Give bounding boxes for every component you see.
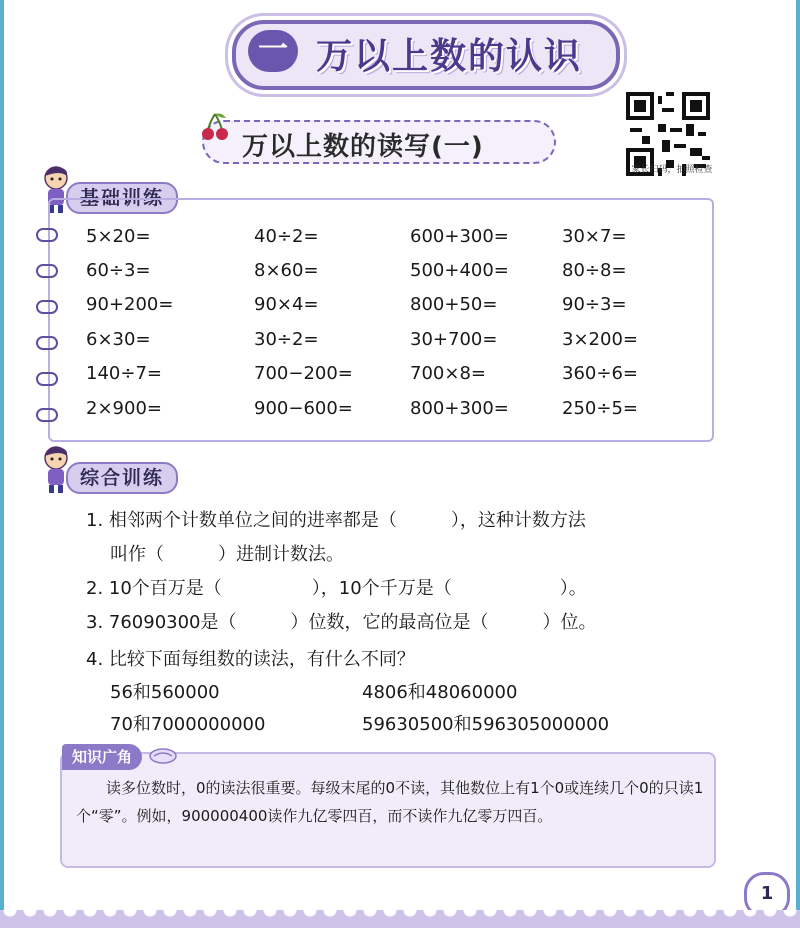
drill-item: 30×7= [562, 226, 627, 247]
chapter-number: 一 [248, 30, 298, 72]
drill-item: 800+300= [410, 398, 509, 419]
drill-item: 3×200= [562, 329, 638, 350]
page-number: 1 [744, 872, 790, 918]
page-frame-bottom [0, 910, 800, 928]
drill-item: 900−600= [254, 398, 353, 419]
compare-item: 4806和48060000 [362, 682, 518, 703]
binder-rings [36, 228, 60, 444]
drill-item: 40÷2= [254, 226, 319, 247]
lesson-title: 万以上数的读写(一) [242, 132, 484, 162]
book-icon [148, 746, 178, 766]
drill-item: 90÷3= [562, 294, 627, 315]
binder-ring [36, 372, 58, 386]
knowledge-tag: 知识广角 [62, 744, 142, 770]
binder-ring [36, 228, 58, 242]
drill-item: 30÷2= [254, 329, 319, 350]
binder-ring [36, 336, 58, 350]
chapter-title: 万以上数的认识 [316, 36, 583, 77]
knowledge-text: 读多位数时，0的读法很重要。每级末尾的0不读，其他数位上有1个0或连续几个0的只读1个“零”。例如，900000400读作九亿零四百，而不读作九亿零万四百。 [76, 779, 704, 825]
drill-item: 700×8= [410, 363, 486, 384]
problem-line: 叫作（ ）进制计数法。 [110, 544, 344, 565]
drill-item: 60÷3= [86, 260, 151, 281]
binder-ring [36, 408, 58, 422]
lesson-banner [202, 120, 556, 164]
drill-item: 90+200= [86, 294, 174, 315]
drill-item: 6×30= [86, 329, 151, 350]
drill-item: 600+300= [410, 226, 509, 247]
binder-ring [36, 300, 58, 314]
binder-ring [36, 264, 58, 278]
drill-item: 250÷5= [562, 398, 638, 419]
compare-item: 70和7000000000 [110, 714, 266, 735]
drill-item: 80÷8= [562, 260, 627, 281]
basic-section-label: 基础训练 [80, 187, 165, 209]
compare-item: 59630500和596305000000 [362, 714, 610, 735]
problem-line: 1. 相邻两个计数单位之间的进率都是（ ），这种计数方法 [86, 510, 586, 531]
page-frame-right [796, 0, 800, 928]
qr-caption: 家长扫码，拍照检查 [631, 165, 713, 175]
cherry-icon [200, 112, 230, 142]
drill-item: 2×900= [86, 398, 162, 419]
chapter-banner [232, 20, 620, 90]
problem-line: 3. 76090300是（ ）位数，它的最高位是（ ）位。 [86, 612, 597, 633]
comprehensive-section-header [36, 458, 236, 494]
drill-item: 500+400= [410, 260, 509, 281]
drill-item: 140÷7= [86, 363, 162, 384]
comprehensive-section-label: 综合训练 [80, 467, 165, 489]
drill-item: 30+700= [410, 329, 498, 350]
drill-item: 360÷6= [562, 363, 638, 384]
problem-line: 2. 10个百万是（ ），10个千万是（ ）。 [86, 578, 587, 599]
problem-line: 4. 比较下面每组数的读法，有什么不同？ [86, 649, 415, 670]
compare-item: 56和560000 [110, 682, 220, 703]
drill-item: 700−200= [254, 363, 353, 384]
page-frame-left [0, 0, 4, 928]
drill-item: 8×60= [254, 260, 319, 281]
drill-item: 800+50= [410, 294, 498, 315]
drill-item: 5×20= [86, 226, 151, 247]
drill-item: 90×4= [254, 294, 319, 315]
comprehensive-section-pill [66, 462, 178, 494]
